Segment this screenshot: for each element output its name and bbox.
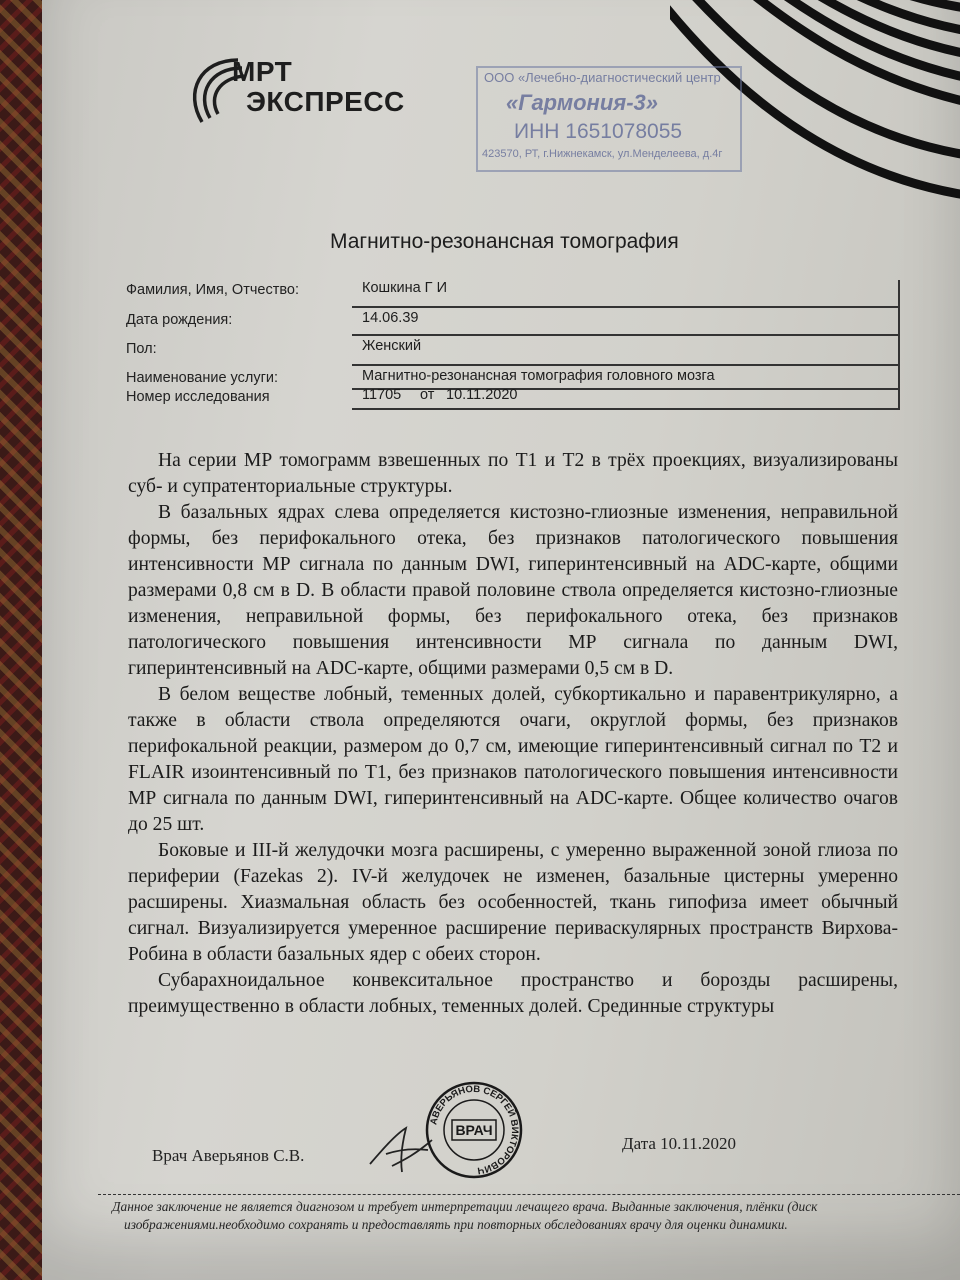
paragraph-3: В белом веществе лобный, теменных долей, субкортикально и паравентрикулярно, а также в области ствола определяются очаги, округлой формы, без признаков перифокальной реакции, размером до 0,7 см, имеющие гиперинтенсивный сигнал по Т2 и FLAIR изоинтенсивный по Т1, без признаков патологического повышения интенсивности МР сигнала по данным DWI, гиперинтенсивный на ADC-карте. Общее количество очагов до 25 шт. (128, 684, 898, 835)
doctor-name: Врач Аверьянов С.В. (152, 1146, 305, 1165)
footnote-line2: изображениями.необходимо сохранять и предоставлять при повторных обследованиях врачу для оценки динамики. (124, 1217, 788, 1232)
study-number: 11705 (362, 387, 402, 403)
fio-label: Фамилия, Имя, Отчество: (126, 282, 299, 298)
paragraph-4: Боковые и III-й желудочки мозга расширены, с умеренно выраженной зоной глиоза по периферии (Fazekas 2). IV-й желудочек не изменен, базальные цистерны умеренно расширены. Хиазмальная область без особенностей, ткань гипофиза имеет обычный сигнал. Визуализируется умеренное расширение периваскулярных пространств Вирхова-Робина в области базальных ядер с обеих сторон. (128, 840, 898, 965)
stamp-inn: ИНН 1651078055 (514, 120, 683, 143)
stamp-org: ООО «Лечебно-диагностический центр (484, 70, 721, 85)
signature-date: Дата 10.11.2020 (622, 1134, 737, 1153)
footnote (112, 1198, 960, 1234)
dob-value: 14.06.39 (362, 310, 419, 326)
study-date: 10.11.2020 (446, 387, 518, 403)
sex-box (352, 336, 900, 366)
footnote-divider (98, 1194, 960, 1195)
sex-value: Женский (362, 338, 422, 354)
mrt-express-logo (180, 52, 440, 132)
logo-line1: МРТ (232, 56, 293, 87)
service-label: Наименование услуги: (126, 370, 279, 386)
stamp-name: «Гармония-3» (506, 90, 659, 115)
logo-line2: ЭКСПРЕСС (246, 86, 405, 117)
paragraph-1: На серии МР томограмм взвешенных по Т1 и Т2 в трёх проекциях, визуализированы суб- и супратенториальные структуры. (128, 450, 898, 497)
seal-center-text: ВРАЧ (455, 1122, 493, 1138)
seal-ring-text: АВЕРЬЯНОВ СЕРГЕЙ ВИКТОРОВИЧ (428, 1083, 521, 1176)
footnote-line1: Данное заключение не является диагнозом и требует интерпретации лечащего врача. Выданные заключения, плёнки (диск (112, 1199, 818, 1214)
doctor-seal (424, 1080, 524, 1180)
document-title: Магнитно-резонансная томография (330, 230, 679, 253)
study-from: от (420, 387, 435, 403)
dob-label: Дата рождения: (126, 312, 233, 328)
paragraph-2: В базальных ядрах слева определяется кистозно-глиозные изменения, неправильной формы, без перифокального отека, без признаков патологического повышения интенсивности МР сигнала по данным DWI, гиперинтенсивный на ADC-карте, общими размерами 0,8 см в D. В области правой половине ствола определяется кистозно-глиозные изменения, неправильной формы, без перифокального отека, без признаков патологического повышения интенсивности МР сигнала по данным DWI, гиперинтенсивный на ADC-карте, общими размерами 0,5 см в D. (128, 502, 898, 679)
document-page (42, 0, 960, 1280)
dob-box (352, 308, 900, 336)
clinic-stamp (476, 66, 742, 172)
report-body (128, 448, 898, 1020)
stamp-address: 423570, РТ, г.Нижнекамск, ул.Менделеева, д.4г (482, 148, 723, 160)
service-value: Магнитно-резонансная томография головного мозга (362, 368, 715, 384)
sex-label: Пол: (126, 341, 157, 357)
study-label: Номер исследования (126, 389, 270, 405)
fio-value: Кошкина Г И (362, 280, 447, 296)
paragraph-5: Субарахноидальное конвекситальное пространство и борозды расширены, преимущественно в области лобных, теменных долей. Срединные структуры (128, 970, 898, 1017)
